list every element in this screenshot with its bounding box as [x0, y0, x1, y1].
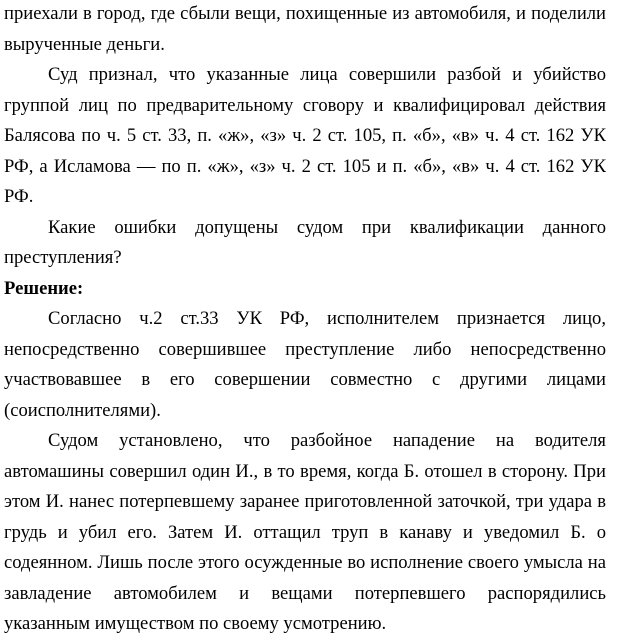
paragraph-solution-law: Согласно ч.2 ст.33 УК РФ, исполнителем признается лицо, непосредственно совершившее преступление либо непосредственно участвовавшее в его совершении совместно с другими лицами (соисполнителями). — [4, 308, 606, 421]
paragraph-continuation: приехали в город, где сбыли вещи, похищенные из автомобиля, и поделили вырученные деньги. — [4, 3, 606, 55]
document-page — [4, 0, 606, 640]
paragraph-question: Какие ошибки допущены судом при квалификации данного преступления? — [4, 216, 606, 268]
solution-heading: Решение: — [4, 277, 84, 299]
paragraph-solution-facts: Судом установлено, что разбойное нападение на водителя автомашины совершил один И., в то время, когда Б. отошел в сторону. При этом И. нанес потерпевшему заранее приготовленной заточкой, три удара в грудь и убил его. Затем И. оттащил труп в канаву и уведомил Б. о содеянном. Лишь после этого осужденные во исполнение своего умысла на завладение автомобилем и вещами потерпевшего распорядились указанным имуществом по своему усмотрению. — [4, 430, 606, 634]
paragraph-court-ruling: Суд признал, что указанные лица совершили разбой и убийство группой лиц по предварительному сговору и квалифицировал действия Балясова по ч. 5 ст. 33, п. «ж», «з» ч. 2 ст. 105, п. «б», «в» ч. 4 ст. 162 УК РФ, а Исламова — по п. «ж», «з» ч. 2 ст. 105 и п. «б», «в» ч. 4 ст. 162 УК РФ. — [4, 64, 606, 207]
